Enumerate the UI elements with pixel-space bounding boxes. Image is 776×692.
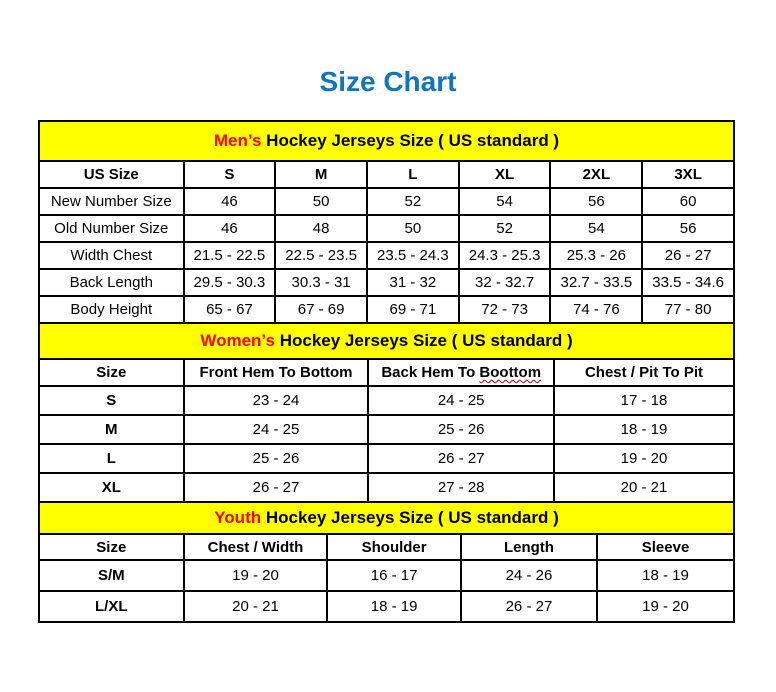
size-value-cell: 24.3 - 25.3 bbox=[459, 242, 551, 269]
column-header: Size bbox=[39, 359, 184, 386]
page-title: Size Chart bbox=[319, 66, 457, 97]
column-header: Length bbox=[461, 534, 597, 560]
size-value-cell: 46 bbox=[184, 215, 276, 242]
column-header: US Size bbox=[39, 161, 184, 188]
table-row bbox=[39, 386, 734, 415]
row-label: M bbox=[39, 415, 184, 444]
size-value-cell: 20 - 21 bbox=[554, 473, 734, 502]
size-value-cell: 18 - 19 bbox=[327, 591, 460, 622]
size-value-cell: 32.7 - 33.5 bbox=[550, 269, 642, 296]
size-value-cell: 30.3 - 31 bbox=[275, 269, 367, 296]
size-value-cell: 19 - 20 bbox=[554, 444, 734, 473]
column-header: Front Hem To Bottom bbox=[184, 359, 369, 386]
row-label: L/XL bbox=[39, 591, 184, 622]
table-row bbox=[39, 188, 734, 215]
column-header: Chest / Width bbox=[184, 534, 328, 560]
youth-section-header-row bbox=[39, 502, 734, 534]
mens-size-table bbox=[38, 120, 735, 324]
size-value-cell: 46 bbox=[184, 188, 276, 215]
size-value-cell: 31 - 32 bbox=[367, 269, 459, 296]
size-value-cell: 26 - 27 bbox=[184, 473, 369, 502]
row-label: S bbox=[39, 386, 184, 415]
size-value-cell: 16 - 17 bbox=[327, 560, 460, 591]
size-value-cell: 23 - 24 bbox=[184, 386, 369, 415]
back-hem-prefix: Back Hem To bbox=[381, 364, 476, 381]
youth-column-header-row bbox=[39, 534, 734, 560]
size-value-cell: 17 - 18 bbox=[554, 386, 734, 415]
row-label: Back Length bbox=[39, 269, 184, 296]
size-value-cell: 69 - 71 bbox=[367, 296, 459, 323]
womens-section-header-row bbox=[39, 323, 734, 359]
size-value-cell: 24 - 26 bbox=[461, 560, 597, 591]
size-value-cell: 54 bbox=[459, 188, 551, 215]
size-value-cell: 33.5 - 34.6 bbox=[642, 269, 734, 296]
table-row bbox=[39, 242, 734, 269]
youth-section-title bbox=[39, 502, 734, 534]
table-row bbox=[39, 444, 734, 473]
size-value-cell: 77 - 80 bbox=[642, 296, 734, 323]
column-header: Chest / Pit To Pit bbox=[554, 359, 734, 386]
table-row bbox=[39, 591, 734, 622]
row-label: Body Height bbox=[39, 296, 184, 323]
size-value-cell: 65 - 67 bbox=[184, 296, 276, 323]
size-value-cell: 24 - 25 bbox=[368, 386, 554, 415]
row-label: XL bbox=[39, 473, 184, 502]
column-header: 2XL bbox=[550, 161, 642, 188]
size-value-cell: 18 - 19 bbox=[554, 415, 734, 444]
size-value-cell: 25 - 26 bbox=[368, 415, 554, 444]
size-value-cell: 52 bbox=[367, 188, 459, 215]
row-label: Old Number Size bbox=[39, 215, 184, 242]
size-value-cell: 29.5 - 30.3 bbox=[184, 269, 276, 296]
column-header: Size bbox=[39, 534, 184, 560]
column-header: S bbox=[184, 161, 276, 188]
size-value-cell: 72 - 73 bbox=[459, 296, 551, 323]
size-value-cell: 20 - 21 bbox=[184, 591, 328, 622]
size-value-cell: 48 bbox=[275, 215, 367, 242]
size-value-cell: 32 - 32.7 bbox=[459, 269, 551, 296]
mens-section-title bbox=[39, 121, 734, 161]
size-value-cell: 56 bbox=[550, 188, 642, 215]
womens-size-table bbox=[38, 322, 735, 503]
column-header: Shoulder bbox=[327, 534, 460, 560]
back-hem-misspelled-word: Boottom bbox=[479, 364, 542, 381]
youth-section-title-rest: Hockey Jerseys Size ( US standard ) bbox=[265, 508, 559, 527]
size-value-cell: 26 - 27 bbox=[368, 444, 554, 473]
womens-section-title-rest: Hockey Jerseys Size ( US standard ) bbox=[279, 331, 573, 350]
size-value-cell: 54 bbox=[550, 215, 642, 242]
size-value-cell: 27 - 28 bbox=[368, 473, 554, 502]
size-value-cell: 52 bbox=[459, 215, 551, 242]
womens-section-title bbox=[39, 323, 734, 359]
row-label: L bbox=[39, 444, 184, 473]
size-value-cell: 26 - 27 bbox=[461, 591, 597, 622]
table-row bbox=[39, 473, 734, 502]
mens-section-title-rest: Hockey Jerseys Size ( US standard ) bbox=[266, 131, 560, 150]
size-value-cell: 25 - 26 bbox=[184, 444, 369, 473]
size-value-cell: 74 - 76 bbox=[550, 296, 642, 323]
table-row bbox=[39, 269, 734, 296]
size-value-cell: 26 - 27 bbox=[642, 242, 734, 269]
table-row bbox=[39, 296, 734, 323]
column-header-misspelled bbox=[368, 359, 554, 386]
column-header: XL bbox=[459, 161, 551, 188]
size-tables-container bbox=[38, 120, 735, 623]
youth-section-title-red: Youth bbox=[214, 508, 262, 527]
youth-size-table bbox=[38, 501, 735, 623]
size-value-cell: 60 bbox=[642, 188, 734, 215]
size-value-cell: 25.3 - 26 bbox=[550, 242, 642, 269]
mens-section-header-row bbox=[39, 121, 734, 161]
column-header: 3XL bbox=[642, 161, 734, 188]
table-row bbox=[39, 560, 734, 591]
size-value-cell: 21.5 - 22.5 bbox=[184, 242, 276, 269]
size-value-cell: 22.5 - 23.5 bbox=[275, 242, 367, 269]
size-value-cell: 23.5 - 24.3 bbox=[367, 242, 459, 269]
size-value-cell: 19 - 20 bbox=[597, 591, 734, 622]
column-header: M bbox=[275, 161, 367, 188]
womens-column-header-row bbox=[39, 359, 734, 386]
row-label: S/M bbox=[39, 560, 184, 591]
row-label: Width Chest bbox=[39, 242, 184, 269]
size-value-cell: 67 - 69 bbox=[275, 296, 367, 323]
size-value-cell: 18 - 19 bbox=[597, 560, 734, 591]
size-value-cell: 50 bbox=[275, 188, 367, 215]
size-value-cell: 19 - 20 bbox=[184, 560, 328, 591]
column-header: Sleeve bbox=[597, 534, 734, 560]
size-value-cell: 24 - 25 bbox=[184, 415, 369, 444]
row-label: New Number Size bbox=[39, 188, 184, 215]
size-value-cell: 56 bbox=[642, 215, 734, 242]
size-value-cell: 50 bbox=[367, 215, 459, 242]
mens-column-header-row bbox=[39, 161, 734, 188]
mens-section-title-red: Men’s bbox=[213, 131, 262, 150]
table-row bbox=[39, 215, 734, 242]
womens-section-title-red: Women’s bbox=[200, 331, 275, 350]
table-row bbox=[39, 415, 734, 444]
column-header: L bbox=[367, 161, 459, 188]
